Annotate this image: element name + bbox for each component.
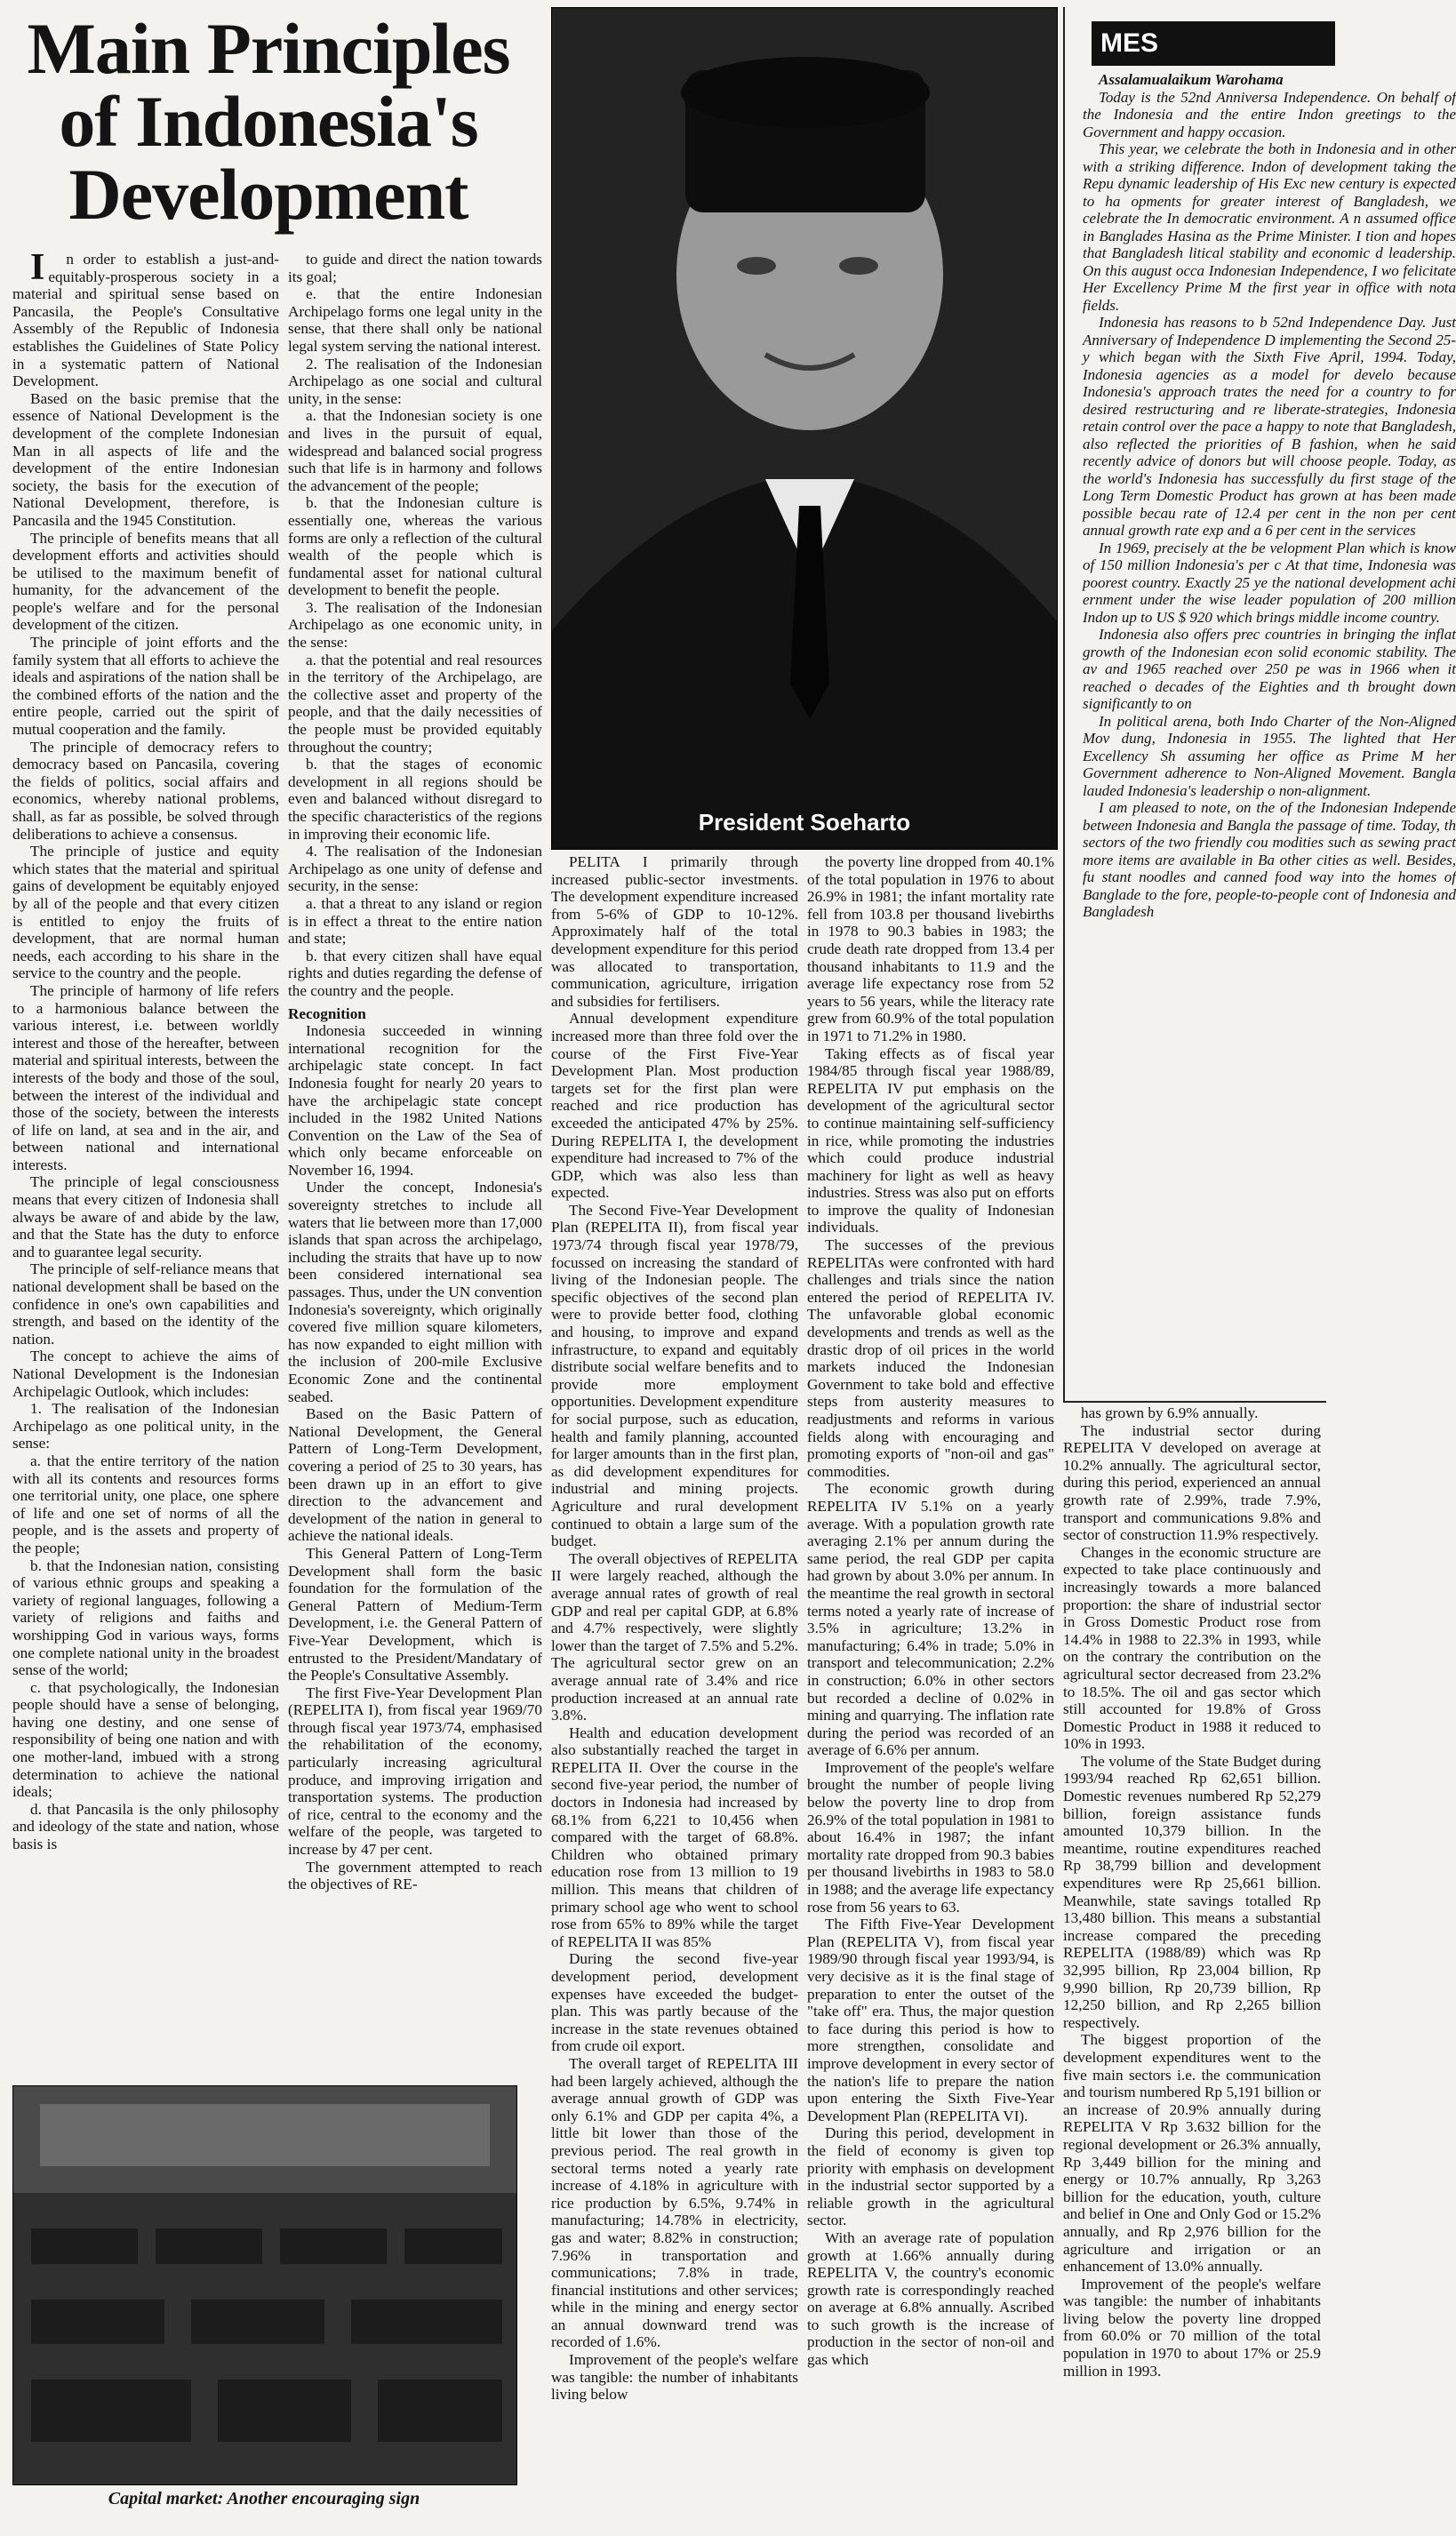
paragraph: Indonesia has reasons to b 52nd Independence Day. Just Anniversary of Independence D implementing the Second 25-y which began with the Sixth Five April, 1994. Today, Indonesia agencies as a model for develo because Indonesia's approach trates the need for a country to for desired restructuring and re liberate-strategies, Indonesia retain control over the pace a happy to note that Bangladesh, also reflected the priorities of B fashion, when he said recently advice of donors but will choose people. Today, as the world's Indonesia has successfully du first stage of the Long Term Domestic Product has grown at has been made possible becau rate of 12.4 per cent in the non per cent annual growth rate exp and a 6 per cent in the services xyxy=(1083,314,1456,539)
paragraph: The Second Five-Year Development Plan (REPELITA II), from fiscal year 1973/74 through fiscal year 1978/79, focussed on increasing the standard of living of the Indonesian people. The specific objectives of the second plan were to provide better food, clothing and housing, to improve and expand infrastructure, to expand and equitably distribute social welfare benefits and to provide more employment opportunities. Development expenditure for social purpose, such as education, health and family planning, accounted for larger amounts than in the first plan, as did development expenditures for industrial and mining projects. Agriculture and rural development continued to obtain a large sum of the budget. xyxy=(551,1201,798,1550)
paragraph: The industrial sector during REPELITA V developed on average at 10.2% annually. The agricultural sector, during this period, experienced an annual growth rate of 2.99%, trade 7.9%, transport and communications 9.8% and sector of construction 11.9% respectively. xyxy=(1063,1421,1321,1544)
paragraph: The first Five-Year Development Plan (REPELITA I), from fiscal year 1969/70 through fiscal year 1973/74, emphasised the rehabilitation of the economy, particularly increasing agricultural produce, and improving irrigation and transportation systems. The production of rice, central to the economy and the welfare of the people, was targeted to increase by 47 per cent. xyxy=(288,1684,542,1859)
paragraph: The principle of justice and equity which states that the material and spiritual gains of development be equitably enjoyed by all of the people and that every citizen is entitled to enjoy the fruits of development, that are normal human needs, each according to his share in the service to the country and the people. xyxy=(12,843,279,982)
paragraph: b. that every citizen shall have equal rights and duties regarding the defense of the country and the people. xyxy=(288,947,542,999)
article-column-4 xyxy=(807,853,1054,2533)
paragraph: d. that Pancasila is the only philosophy and ideology of the state and nation, whose basis is xyxy=(12,1800,279,1853)
paragraph: I am pleased to note, on the of the Indonesian Independe between Indonesia and Bangla the passage of time. Today, th sectors of the two friendly cou modities such as sewing pract more items are available in Ba other cities as well. Besides, fu stant noodles and canned food way into the homes of Banglade to the fore, people-to-people cont of Indonesia and Bangladesh xyxy=(1083,799,1456,920)
paragraph: The principle of democracy refers to democracy based on Pancasila, covering the fields of politics, social affairs and economics, whereby national problems, shall, as far as possible, be solved through deliberations to achieve a consensus. xyxy=(12,738,279,843)
market-photo-caption: Capital market: Another encouraging sign xyxy=(108,2489,420,2508)
paragraph: Indonesia succeeded in winning international recognition for the archipelagic state concept. In fact Indonesia fought for nearly 20 years to have the archipelagic state concept included in the 1982 United Nations Convention on the Law of the Sea of which only became enforceable on November 16, 1994. xyxy=(288,1022,542,1179)
paragraph: Under the concept, Indonesia's sovereignty stretches to include all waters that lie between more than 17,000 islands that span across the archipelago, including the straits that have up to now been considered international sea passages. Thus, under the UN convention Indonesia's sovereignty, which originally covered five million square kilometers, has now expanded to eight million with the inclusion of 200-mile Exclusive Economic Zone and the continental seabed. xyxy=(288,1179,542,1405)
paragraph: to guide and direct the nation towards its goal; xyxy=(288,251,542,285)
article-column-5 xyxy=(1063,1404,1321,2533)
paragraph: a. that the Indonesian society is one and lives in the pursuit of equal, widespread and balanced social progress such that life is in harmony and follows the advancement of the people; xyxy=(288,407,542,494)
paragraph: Taking effects as of fiscal year 1984/85 through fiscal year 1988/89, REPELITA IV put emphasis on the development of the agricultural sector to continue maintaining self-sufficiency in rice, while promoting the industries which could produce industrial machinery for light as well as heavy industries. Stress was also put on efforts to improve the quality of Indonesian individuals. xyxy=(807,1044,1054,1236)
section-subheading: Recognition xyxy=(288,1004,366,1022)
paragraph: a. that the entire territory of the nation with all its contents and resources forms one territorial unity, one place, one sphere of life and one set of norms of all the people, and is the assets and property of the people; xyxy=(12,1452,279,1556)
paragraph: The concept to achieve the aims of National Development is the Indonesian Archipelagic Outlook, which includes: xyxy=(12,1348,279,1400)
section-rule xyxy=(1063,1401,1326,1403)
paragraph: The principle of benefits means that all development efforts and activities should be utilised to the maximum benefit of humanity, for the advancement of the people's welfare and for the personal development of the citizen. xyxy=(12,529,279,634)
paragraph: Improvement of the people's welfare was tangible: the number of inhabitants living below the poverty line dropped from 60.0% or 70 million of the total population in 1970 to about 17% or 25.9 million in 1993. xyxy=(1063,2275,1321,2380)
paragraph: b. that the stages of economic development in all regions should be even and balanced without disregard to the specific characteristics of the regions in improving their economic life. xyxy=(288,756,542,843)
paragraph: During the second five-year development period, development expenses have exceeded the budget-plan. This was partly because of the increase in the state revenues obtained from crude oil export. xyxy=(551,1950,798,2055)
paragraph: 4. The realisation of the Indonesian Archipelago as one unity of defense and security, in the sense: xyxy=(288,843,542,895)
column-rule xyxy=(1063,7,1065,1403)
paragraph: The biggest proportion of the development expenditures went to the five main sectors i.e. the communication and tourism numbered Rp 5,191 billion or an increase of 20.9% annually during REPELITA V Rp 3.632 billion for the regional development or 26.3% annually, Rp 3,449 billion for the mining and energy or 10.7% annually, Rp 3,263 billion for the education, youth, culture and belief in One and Only God or 15.2% annually, and Rp 2,976 billion for the agriculture and irrigation or an enhancement of 13.0% annually. xyxy=(1063,2031,1321,2276)
paragraph: a. that the potential and real resources in the territory of the Archipelago, are the collective asset and property of the people, and that the daily necessities of the people must be provided equitably throughout the country; xyxy=(288,651,542,756)
article-headline: Main Principles of Indonesia's Development xyxy=(27,8,510,235)
message-heading: MES xyxy=(1092,21,1335,66)
paragraph: The principle of harmony of life refers to a harmonious balance between the various interest, i.e. between worldly interest and those of the hereafter, between material and spiritual interests, between the interests of the body and those of the soul, between the interest of the individual and those of the society, between the interests of life on land, at sea and in the air, and between national and international interests. xyxy=(12,981,279,1173)
paragraph: the poverty line dropped from 40.1% of the total population in 1976 to about 26.9% in 1981; the infant mortality rate fell from 103.8 per thousand livebirths in 1978 to 90.3 babies in 1983; the crude death rate dropped from 13.4 per thousand inhabitants to 11.9 and the average life expectancy rose from 52 years to 56 years, while the literacy rate grew from 60.9% of the total population in 1971 to 71.2% in 1980. xyxy=(807,853,1054,1044)
paragraph: Annual development expenditure increased more than three fold over the course of the First Five-Year Development Plan. Most production targets set for the first plan were reached and rice production has exceeded the anticipated 47% by 25%. During REPELITA I, the development expenditure had increased to 7% of the GDP, which was also less than expected. xyxy=(551,1010,798,1202)
paragraph: The government attempted to reach the objectives of RE- xyxy=(288,1858,542,1893)
portrait-illustration xyxy=(552,8,1057,849)
paragraph: The principle of legal consciousness means that every citizen of Indonesia shall always be aware of and abide by the law, and that the State has the duty to enforce and to guarantee legal security. xyxy=(12,1173,279,1260)
capital-market-photo xyxy=(12,2085,517,2485)
paragraph: Today is the 52nd Anniversa Independence. On behalf of the Indonesia and the entire Indon greetings to the Government and happy occasion. xyxy=(1083,88,1456,140)
paragraph: With an average rate of population growth at 1.66% annually during REPELITA V, the country's economic growth rate is correspondingly reached on average at 6.8% annually. Ascribed to such growth is the increase of production in the sector of non-oil and gas which xyxy=(807,2228,1054,2369)
article-column-2 xyxy=(288,251,542,2082)
paragraph: The overall target of REPELITA III had been largely achieved, although the average annual growth of GDP was only 6.1% and GDP per capita 4%, a little bit lower than those of the previous period. The real growth in sectoral terms noted a yearly rate increase of 4.18% in agriculture with rice production by 6.5%, 9.74% in manufacturing; 14.78% in electricity, gas and water; 8.82% in construction; 7.96% in transportation and communications; 7.8% in trade, financial institutions and other services; while in the mining and energy sector an annual downward trend was recorded of 1.6%. xyxy=(551,2054,798,2351)
president-photo xyxy=(551,7,1058,850)
paragraph: In 1969, precisely at the be velopment Plan which is know of 150 million Indonesia's per c At that time, Indonesia was poorest country. Exactly 25 ye the national development achi ernment under the wise leader population of 200 million Indon up to US $ 920 which brings middle income country. xyxy=(1083,539,1456,626)
paragraph: has grown by 6.9% annually. xyxy=(1081,1404,1259,1421)
paragraph: Based on the basic premise that the essence of National Development is the development of the complete Indonesian Man in all aspects of life and the development of the entire Indonesian society, the basis for the execution of National Development, therefore, is Pancasila and the 1945 Constitution. xyxy=(12,389,279,529)
paragraph: The principle of joint efforts and the family system that all efforts to achieve the ideals and aspirations of the nation shall be the combined efforts of the nation and the entire people, carried out the spirit of mutual cooperation and the family. xyxy=(12,634,279,739)
paragraph: e. that the entire Indonesian Archipelago forms one legal unity in the sense, that there shall only be national legal system serving the national interest. xyxy=(288,285,542,355)
paragraph: Based on the Basic Pattern of National Development, the General Pattern of Long-Term Development, covering a period of 25 to 30 years, has been drawn up in an effort to give direction to the advancement and development of the nation in general to achieve the national ideals. xyxy=(288,1405,542,1545)
paragraph: Health and education development also substantially reached the target in REPELITA II. Over the course in the second five-year period, the number of doctors in Indonesia had increased by 68.1% from 6,221 to 10,456 when compared with the target of 68.8%. Children who obtained primary education rose from 13 million to 19 million. This means that children of primary school age who went to school rose from 65% to 89% while the target of REPELITA II was 85% xyxy=(551,1724,798,1950)
paragraph: In political arena, both Indo Charter of the Non-Aligned Mov dung, Indonesia in 1955. The lighted that Her Excellency Sh assuming her office as Prime M her Government adherence to Non-Aligned Movement. Bangla lauded Indonesia's leadership o non-alignment. xyxy=(1083,712,1456,799)
article-column-1 xyxy=(12,247,279,2082)
paragraph: 1. The realisation of the Indonesian Archipelago as one political unity, in the sense: xyxy=(12,1400,279,1452)
trading-floor-illustration xyxy=(13,2086,516,2484)
paragraph: Improvement of the people's welfare brought the number of people living below the poverty line to drop from 26.9% of the total population in 1981 to about 16.4% in 1987; the infant mortality rate dropped from 90.3 babies per thousand livebirths in 1983 to 58.0 in 1988; and the average life expectancy rose from 56 years to 63. xyxy=(807,1758,1054,1916)
paragraph: The Fifth Five-Year Development Plan (REPELITA V), from fiscal year 1989/90 through fiscal year 1993/94, is very decisive as it is the final stage of preparation to enter the outset of the "take off" era. Thus, the major question to face during this period is how to more strengthen, consolidate and improve development in every sector of the nation's life to prepare the nation upon entering the Sixth Five-Year Development Plan (REPELITA VI). xyxy=(807,1916,1054,2124)
paragraph: 3. The realisation of the Indonesian Archipelago as one economic unity, in the sense: xyxy=(288,598,542,652)
paragraph: During this period, development in the field of economy is given top priority with emphasis on development in the industrial sector supported by a reliable growth in the agricultural sector. xyxy=(807,2124,1054,2229)
paragraph: b. that the Indonesian nation, consisting of various ethnic groups and speaking a variety of regional languages, following a variety of religions and faiths and worshipping God in various ways, forms one complete national unity in the broadest sense of the world; xyxy=(12,1556,279,1679)
paragraph: In order to establish a just-and-equitably-prosperous society in a material and spiritual sense based on Pancasila, the People's Consultative Assembly of the Republic of Indonesia establishes the Guidelines of State Policy in a systematic pattern of National Development. xyxy=(12,247,279,390)
paragraph: The principle of self-reliance means that national development shall be based on the confidence in one's own capabilities and strength, and based on the identity of the nation. xyxy=(12,1260,279,1348)
paragraph: This General Pattern of Long-Term Development shall form the basic foundation for the formulation of the General Pattern of Medium-Term Development, i.e. the General Pattern of Five-Year Development, which is entrusted to the President/Mandatary of the People's Consultative Assembly. xyxy=(288,1544,542,1684)
paragraph: The overall objectives of REPELITA II were largely reached, although the average annual rates of growth of real GDP and real per capital GDP, at 6.8% and 4.7% respectively, were slightly lower than the target of 7.5% and 5.2%. The agricultural sector grew on an average annual rate of 3.4% and rice production increased at an annual rate 3.8%. xyxy=(551,1549,798,1724)
paragraph: The successes of the previous REPELITAs were confronted with hard challenges and trials since the nation entered the period of REPELITA IV. The unfavorable global economic developments and trends as well as the drastic drop of oil prices in the world markets induced the Indonesian Government to take bold and effective steps from austerity measures to readjustments and reforms in various fields along with encouraging and promoting exports of "non-oil and gas" commodities. xyxy=(807,1236,1054,1480)
paragraph: b. that the Indonesian culture is essentially one, whereas the various forms are only a reflection of the cultural wealth of the people which is fundamental asset for national cultural development to benefit the people. xyxy=(288,494,542,599)
photo-caption: President Soeharto xyxy=(698,809,911,836)
paragraph: 2. The realisation of the Indonesian Archipelago as one social and cultural unity, in the sense: xyxy=(288,355,542,407)
paragraph: Assalamualaikum Warohama xyxy=(1099,71,1284,88)
paragraph: a. that a threat to any island or region is in effect a threat to the entire nation and state; xyxy=(288,894,542,948)
paragraph: Improvement of the people's welfare was tangible: the number of inhabitants living below xyxy=(551,2351,798,2404)
paragraph: PELITA I primarily through increased public-sector investments. The development expenditure increased from 5-6% of GDP to 10-12%. Approximately half of the total development expenditure for this period was allocated to transportation, communication, agriculture, irrigation and subsidies for fertilisers. xyxy=(551,853,798,1010)
paragraph: This year, we celebrate the both in Indonesia and in other with a striking difference. Indon of development taking the Repu dynamic leadership of His Exc new century is expected to ha opments for greater interest of Bangladesh, we celebrate the In democratic environment. A n assumed office in Banglades Hasina as the Prime Minister. I tion and hopes that Bangladesh litical stability and economic d leadership. On this august occa Indonesian Independence, I wo felicitate Her Excellency Prime M the first year in office with nota fields. xyxy=(1083,140,1456,314)
paragraph: The volume of the State Budget during 1993/94 reached Rp 62,651 billion. Domestic revenues numbered Rp 52,279 billion, foreign assistance funds amounted 10,379 billion. In the meantime, routine expenditures reached Rp 38,799 billion and development expenditures were Rp 25,661 billion. Meanwhile, state savings totalled Rp 13,480 billion. This means a substantial increase compared the preceding REPELITA (1988/89) which was Rp 32,995 billion, Rp 23,004 billion, Rp 9,990 billion, Rp 20,739 billion, Rp 12,250 billion, and Rp 2,265 billion respectively. xyxy=(1063,1752,1321,2031)
paragraph: c. that psychologically, the Indonesian people should have a sense of belonging, having one destiny, and one sense of responsibility of being one nation and with one mother-land, imbued with a strong determination to achieve the national ideals; xyxy=(12,1678,279,1801)
paragraph: The economic growth during REPELITA IV 5.1% on a yearly average. With a population growth rate averaging 2.1% per annum during the same period, the real GDP per capita had grown by about 3.0% per annum. In the meantime the real growth in sectoral terms noted a yearly rate of increase of 3.5% in agriculture; 13.2% in manufacturing; 6.4% in trade; 5.0% in transport and telecommunication; 2.2% in construction; 6.0% in other sectors but recorded a decline of 0.02% in mining and quarrying. The inflation rate during the period was recorded of an average of 6.6% per annum. xyxy=(807,1480,1054,1759)
paragraph: Changes in the economic structure are expected to take place continuously and increasingly towards a more balanced proportion: the share of industrial sector in Gross Domestic Product rose from 14.4% in 1988 to 22.3% in 1993, while on the contrary the contribution on the agricultural sector decreased from 23.2% to 18.5%. The oil and gas sector which still accounted for 19.8% of Gross Domestic Product in 1988 it reduced to 10% in 1993. xyxy=(1063,1543,1321,1753)
message-column xyxy=(1083,71,1456,1396)
article-column-3 xyxy=(551,853,798,2533)
paragraph: Indonesia also offers prec countries in bringing the inflat growth of the Indonesian econ solid economic stability. The av and 1965 reached over 250 pe was in 1966 when it reached o decades of the Eighties and th brought down significantly to on xyxy=(1083,626,1456,712)
